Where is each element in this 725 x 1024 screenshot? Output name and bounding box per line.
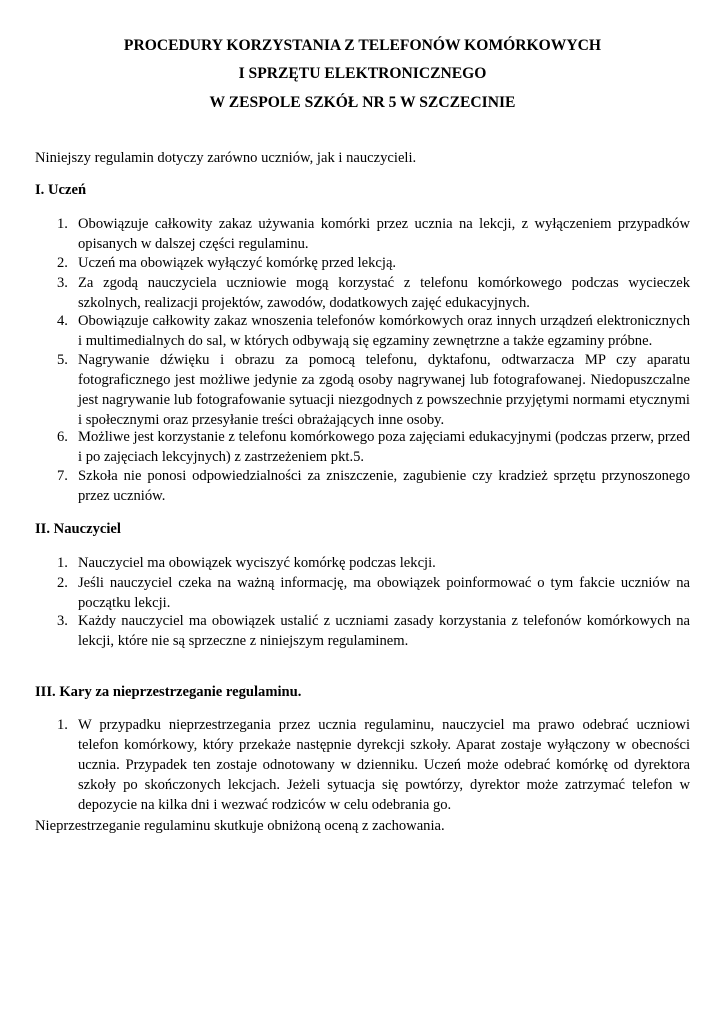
title-line-1: PROCEDURY KORZYSTANIA Z TELEFONÓW KOMÓRKOWYCH [123,37,602,54]
title-line-3: W ZESPOLE SZKÓŁ NR 5 W SZCZECINIE [209,94,516,111]
closing-paragraph: Nieprzestrzeganie regulaminu skutkuje obniżoną oceną z zachowania. [35,818,445,834]
list-item-text: Nagrywanie dźwięku i obrazu za pomocą telefonu, dyktafonu, odtwarzacza MP czy aparatu fotograficznego jest możliwe jedynie za zgodą osoby nagrywanej lub fotografowanej. Niedopuszczalne jest nagrywanie lub fotografowanie sytuacji niezgodnych z powszechnie przyjętymi normami etycznymi i społecznymi oraz przesyłanie treści obrażających inne osoby. [78,352,690,428]
section-heading-kary: III. Kary za nieprzestrzeganie regulaminu. [35,684,302,700]
list-item-number: 2. [57,255,68,271]
list-item [57,350,690,430]
list-item [57,715,690,815]
list-item [57,611,690,651]
list-item-number: 1. [57,717,68,733]
list-item-text: W przypadku nieprzestrzegania przez ucznia regulaminu, nauczyciel ma prawo odebrać uczniowi telefon komórkowy, który przekaże następnie dyrekcji szkoły. Aparat zostaje wyłączony w obecności ucznia. Przypadek ten zostaje odnotowany w dzienniku. Uczeń może odebrać komórkę od dyrektora szkoły po skończonych lekcjach. Jeżeli sytuacja się powtórzy, dyrektor może zatrzymać telefon w depozycie na kilka dni i wezwać rodziców w celu odebrania go. [78,717,690,813]
list-item [57,253,690,273]
list-item-number: 3. [57,613,68,629]
list-item-text: Za zgodą nauczyciela uczniowie mogą korzystać z telefonu komórkowego podczas wycieczek szkolnych, realizacji projektów, zawodów, dodatkowych zajęć edukacyjnych. [78,275,690,311]
list-item-number: 1. [57,555,68,571]
list-item-number: 2. [57,575,68,591]
list-item [57,311,690,351]
list-item-number: 4. [57,313,68,329]
list-item-number: 5. [57,352,68,368]
list-item-number: 3. [57,275,68,291]
title-line-2: I SPRZĘTU ELEKTRONICZNEGO [238,65,487,82]
list-item [57,214,690,254]
list-item [57,466,690,506]
list-item-text: Obowiązuje całkowity zakaz wnoszenia telefonów komórkowych oraz innych urządzeń elektronicznych i multimedialnych do sal, w których odbywają się egzaminy zewnętrzne a także egzaminy próbne. [78,313,690,349]
list-item-text: Nauczyciel ma obowiązek wyciszyć komórkę podczas lekcji. [78,555,436,571]
list-item-number: 7. [57,468,68,484]
list-item-text: Szkoła nie ponosi odpowiedzialności za zniszczenie, zagubienie czy kradzież sprzętu przynoszonego przez uczniów. [78,468,690,504]
list-item [57,273,690,313]
section-heading-nauczyciel: II. Nauczyciel [35,521,121,537]
list-item-number: 1. [57,216,68,232]
section-heading-uczen: I. Uczeń [35,182,87,198]
list-item [57,553,690,573]
list-item-text: Możliwe jest korzystanie z telefonu komórkowego poza zajęciami edukacyjnymi (podczas przerw, przed i po zajęciach lekcyjnych) z zastrzeżeniem pkt.5. [78,429,690,465]
list-item [57,573,690,613]
list-item [57,427,690,467]
list-item-number: 6. [57,429,68,445]
list-item-text: Jeśli nauczyciel czeka na ważną informację, ma obowiązek poinformować o tym fakcie uczniów na początku lekcji. [78,575,690,611]
list-item-text: Każdy nauczyciel ma obowiązek ustalić z uczniami zasady korzystania z telefonów komórkowych na lekcji, które nie są sprzeczne z niniejszym regulaminem. [78,613,690,649]
list-item-text: Uczeń ma obowiązek wyłączyć komórkę przed lekcją. [78,255,397,271]
list-item-text: Obowiązuje całkowity zakaz używania komórki przez ucznia na lekcji, z wyłączeniem przypadków opisanych w dalszej części regulaminu. [78,216,690,252]
intro-paragraph: Niniejszy regulamin dotyczy zarówno uczniów, jak i nauczycieli. [35,150,417,166]
